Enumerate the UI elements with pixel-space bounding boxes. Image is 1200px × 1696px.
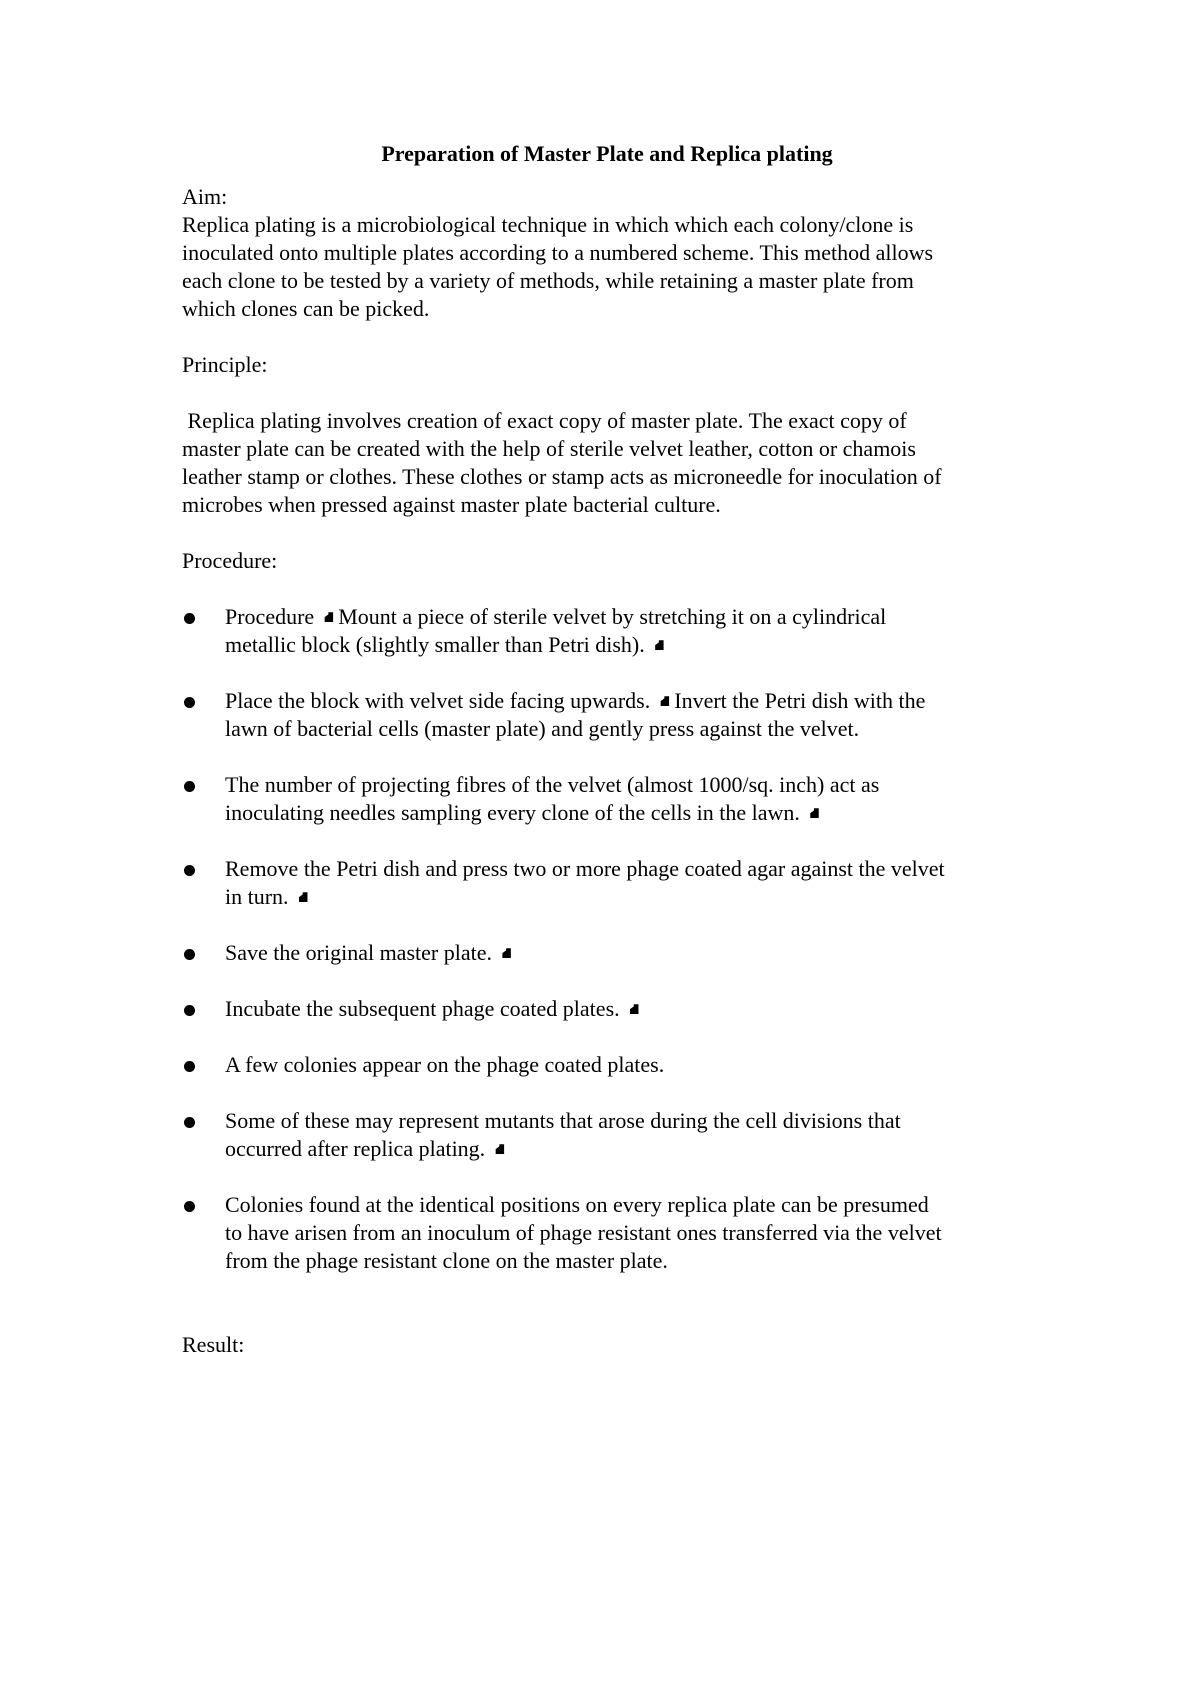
step-text: Procedure (225, 604, 315, 629)
symbol-glyph-icon: ⛘ (809, 804, 820, 822)
step-text: lawn of bacterial cells (master plate) and gently press against the velvet. (225, 716, 860, 741)
spacer (182, 575, 1032, 603)
step-text: inoculating needles sampling every clone of the cells in the lawn. (225, 800, 800, 825)
step-text: Place the block with velvet side facing upwards. (225, 688, 651, 713)
step-text: A few colonies appear on the phage coated plates. (225, 1052, 665, 1077)
procedure-step (182, 687, 1032, 743)
bullet-icon (184, 865, 195, 876)
document-page (182, 140, 1032, 1359)
step-text: Mount a piece of sterile velvet by stretching it on a cylindrical (338, 604, 887, 629)
aim-heading: Aim: (182, 184, 228, 209)
step-text: metallic block (slightly smaller than Petri dish). (225, 632, 645, 657)
symbol-glyph-icon: ⛘ (323, 608, 335, 626)
step-text: Remove the Petri dish and press two or more phage coated agar against the velvet (225, 856, 945, 881)
procedure-step (182, 995, 1032, 1023)
document-title: Preparation of Master Plate and Replica plating (381, 141, 833, 166)
step-text: Some of these may represent mutants that arose during the cell divisions that (225, 1108, 901, 1133)
step-text: Invert the Petri dish with the (674, 688, 926, 713)
step-text: Incubate the subsequent phage coated plates. (225, 996, 620, 1021)
spacer (182, 323, 1032, 351)
step-text: from the phage resistant clone on the master plate. (225, 1248, 668, 1273)
aim-line: Replica plating is a microbiological technique in which which each colony/clone is (182, 212, 914, 237)
result-section (182, 1331, 1032, 1359)
step-text: Colonies found at the identical positions on every replica plate can be presumed (225, 1192, 929, 1217)
result-heading: Result: (182, 1332, 245, 1357)
bullet-icon (184, 1201, 195, 1212)
principle-line: master plate can be created with the help of sterile velvet leather, cotton or chamois (182, 436, 916, 461)
aim-line: inoculated onto multiple plates according to a numbered scheme. This method allows (182, 240, 934, 265)
step-text: occurred after replica plating. (225, 1136, 486, 1161)
step-text: The number of projecting fibres of the velvet (almost 1000/sq. inch) act as (225, 772, 880, 797)
bullet-icon (184, 697, 195, 708)
symbol-glyph-icon: ⛘ (298, 888, 309, 906)
principle-line: leather stamp or clothes. These clothes or stamp acts as microneedle for inoculation of (182, 464, 942, 489)
bullet-icon (184, 613, 195, 624)
procedure-step (182, 939, 1032, 967)
symbol-glyph-icon: ⛘ (501, 944, 513, 962)
principle-section (182, 351, 1032, 519)
bullet-icon (184, 949, 195, 960)
bullet-icon (184, 1061, 195, 1072)
procedure-section (182, 547, 1032, 1275)
symbol-glyph-icon: ⛘ (654, 636, 665, 654)
bullet-icon (184, 1117, 195, 1128)
symbol-glyph-icon: ⛘ (659, 692, 671, 710)
spacer (182, 379, 1032, 407)
principle-heading: Principle: (182, 352, 268, 377)
procedure-step (182, 771, 1032, 827)
procedure-steps-list (182, 603, 1032, 1275)
symbol-glyph-icon: ⛘ (629, 1000, 640, 1018)
step-text: in turn. (225, 884, 289, 909)
principle-line: Replica plating involves creation of exact copy of master plate. The exact copy of (182, 408, 907, 433)
procedure-step (182, 1107, 1032, 1163)
procedure-step (182, 1051, 1032, 1079)
principle-line: microbes when pressed against master plate bacterial culture. (182, 492, 721, 517)
symbol-glyph-icon: ⛘ (494, 1140, 506, 1158)
step-text: to have arisen from an inoculum of phage resistant ones transferred via the velvet (225, 1220, 942, 1245)
spacer (182, 1303, 1032, 1331)
bullet-icon (184, 781, 195, 792)
aim-line: each clone to be tested by a variety of methods, while retaining a master plate from (182, 268, 914, 293)
procedure-step (182, 1191, 1032, 1275)
procedure-step (182, 855, 1032, 911)
procedure-step (182, 603, 1032, 659)
aim-section (182, 183, 1032, 323)
spacer (182, 519, 1032, 547)
step-text: Save the original master plate. (225, 940, 492, 965)
bullet-icon (184, 1005, 195, 1016)
aim-line: which clones can be picked. (182, 296, 430, 321)
procedure-heading: Procedure: (182, 548, 278, 573)
